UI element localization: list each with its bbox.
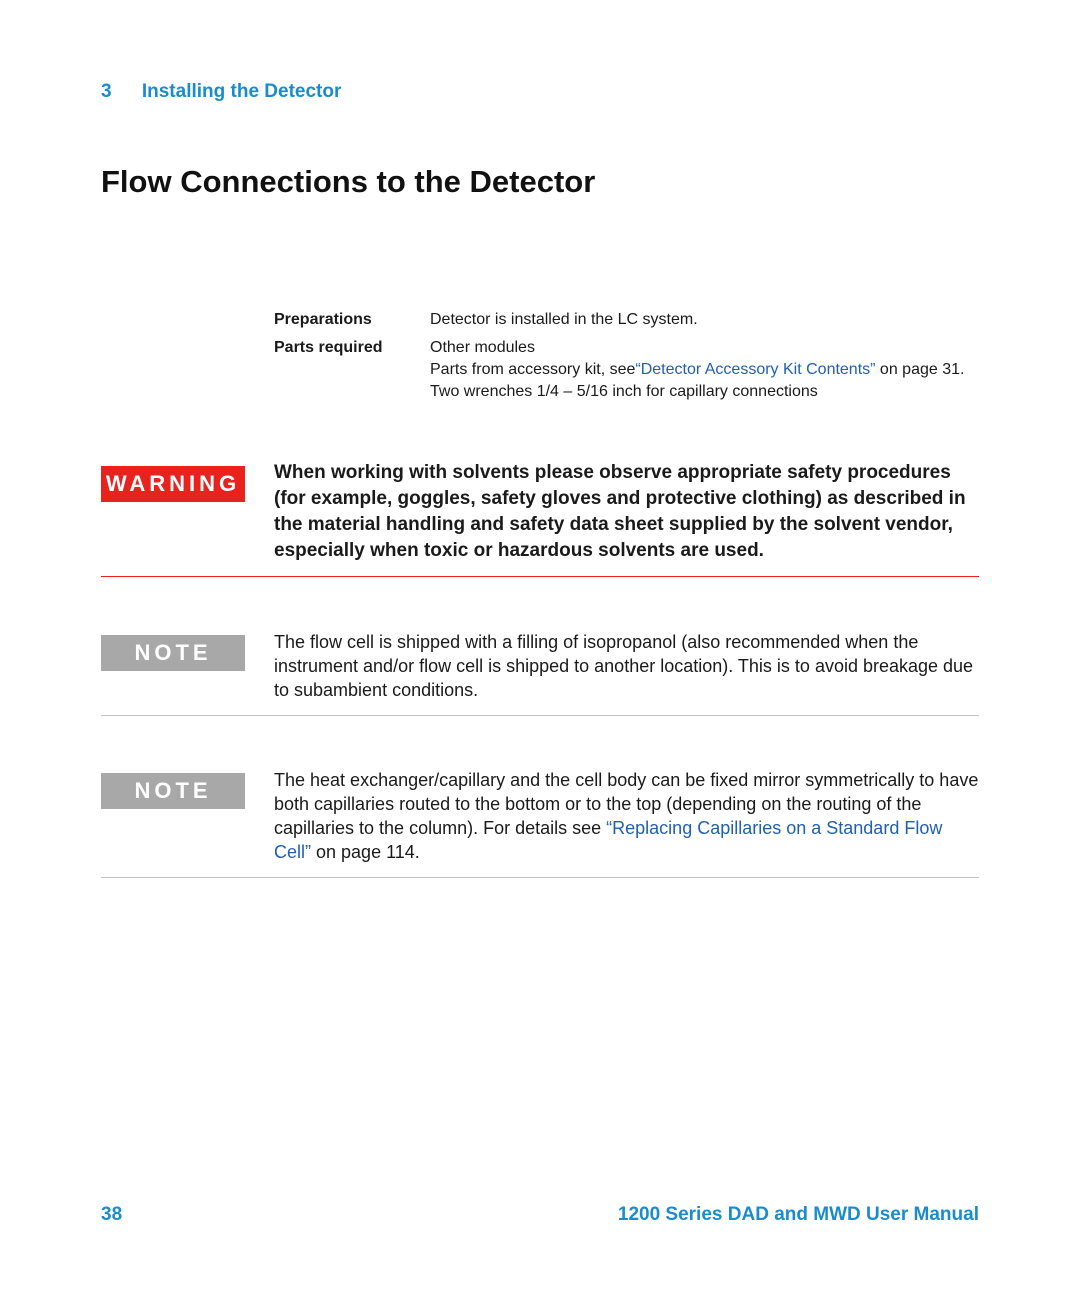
replacing-capillaries-link[interactable]: “Replacing Capillaries on a Standard Flow Cell” [274, 818, 943, 862]
chapter-title: Installing the Detector [141, 81, 342, 102]
parts-line-2-prefix: Parts from accessory kit, see [430, 361, 636, 378]
chapter-number: 3 [101, 81, 112, 102]
parts-line-3: Two wrenches 1/4 – 5/16 inch for capillary connections [430, 383, 818, 400]
note-1-divider [101, 715, 979, 716]
note-2-divider [101, 877, 979, 878]
page-title: Flow Connections to the Detector [101, 164, 596, 199]
page-number: 38 [101, 1204, 123, 1225]
running-header [101, 81, 341, 103]
warning-text: When working with solvents please observe appropriate safety procedures (for example, goggles, safety gloves and protective clothing) as described in the material handling and safety data sheet supplied by the solvent vendor, especially when toxic or hazardous solvents are used. [274, 462, 966, 561]
preparations-row [274, 309, 964, 331]
accessory-kit-link[interactable]: “Detector Accessory Kit Contents” [635, 361, 876, 378]
note-2-prefix: The heat exchanger/capillary and the cell body can be fixed mirror symmetrically to have both capillaries routed to the bottom or to the top (depending on the routing of the capillaries to the column). For details see [274, 770, 979, 838]
parts-required-row [274, 337, 964, 403]
note-2-suffix: on page 114. [311, 842, 420, 862]
parts-required-value [430, 337, 964, 403]
preparations-label: Preparations [274, 311, 372, 328]
manual-title: 1200 Series DAD and MWD User Manual [617, 1204, 979, 1225]
note-text-1: The flow cell is shipped with a filling of isopropanol (also recommended when the instrument and/or flow cell is shipped to another location). This is to avoid breakage due to subambient conditions. [274, 632, 974, 700]
note-badge: NOTE [101, 635, 245, 671]
note-text-2 [274, 768, 979, 864]
parts-line-2-suffix: on page 31. [875, 361, 965, 378]
parts-required-label: Parts required [274, 339, 383, 356]
warning-divider [101, 576, 979, 577]
preparations-table [274, 309, 964, 403]
preparations-value: Detector is installed in the LC system. [430, 311, 698, 328]
warning-badge: WARNING [101, 466, 245, 502]
note-badge: NOTE [101, 773, 245, 809]
parts-line-1: Other modules [430, 339, 535, 356]
parts-line-2 [430, 359, 964, 381]
